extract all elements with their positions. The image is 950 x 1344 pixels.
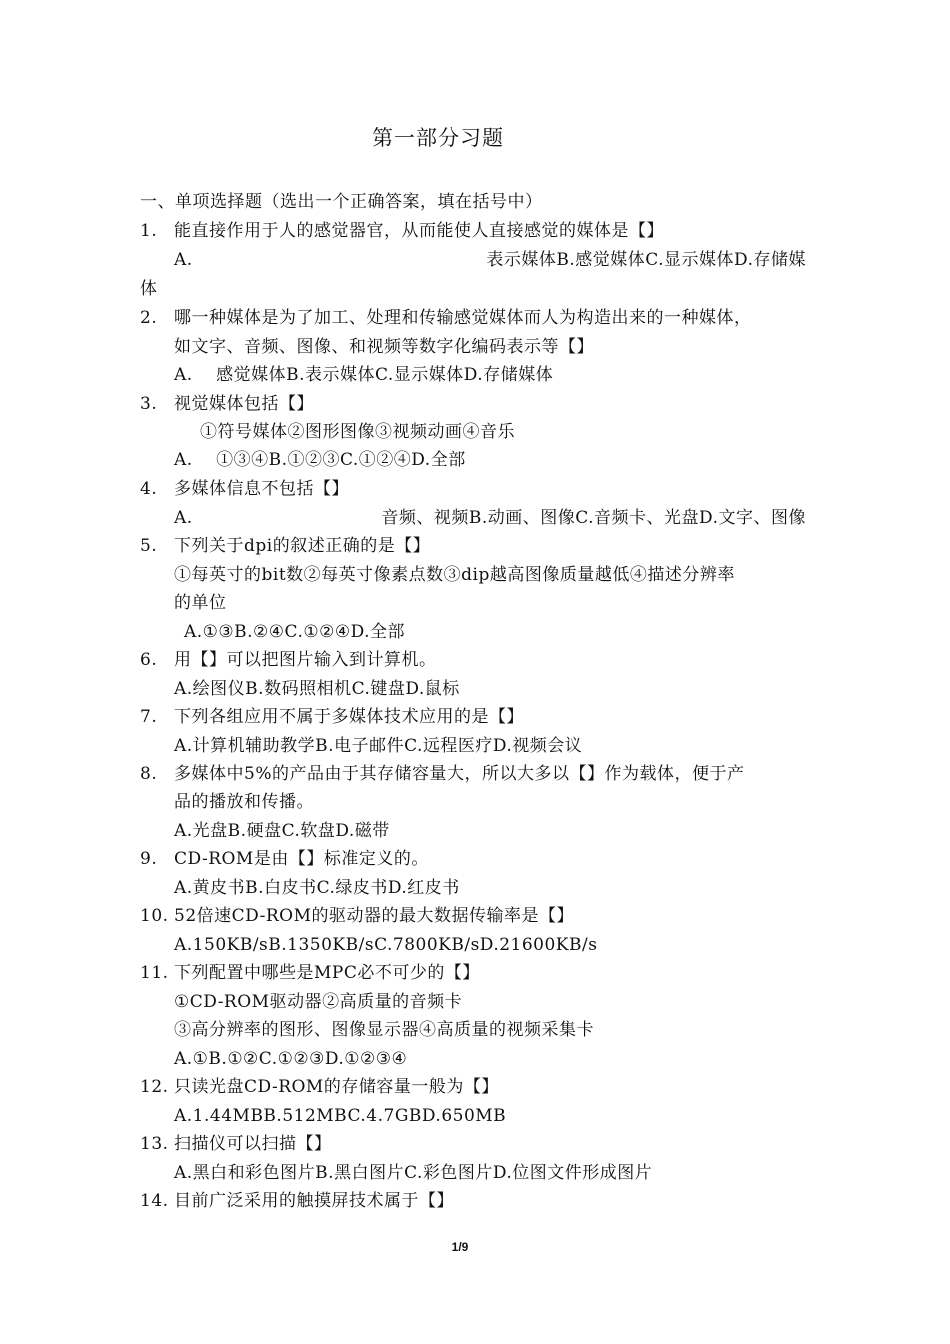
question-11-options: A.①B.①②C.①②③D.①②③④ [174, 1049, 408, 1069]
question-9 [140, 847, 429, 871]
section-heading: 一、单项选择题（选出一个正确答案，填在括号中） [140, 192, 543, 212]
question-text: 多媒体中5%的产品由于其存储容量大，所以大多以【】作为载体，便于产 [174, 764, 745, 784]
question-7 [140, 705, 524, 729]
page-number: 1/9 [451, 1240, 469, 1254]
question-number: 9. [140, 849, 158, 869]
options-text: 表示媒体B.感觉媒体C.显示媒体D.存储媒 [486, 250, 806, 270]
question-number: 10. [140, 906, 169, 926]
question-2-options: A. 感觉媒体B.表示媒体C.显示媒体D.存储媒体 [174, 365, 554, 385]
question-text: 下列各组应用不属于多媒体技术应用的是【】 [174, 707, 524, 727]
question-text: 哪一种媒体是为了加工、处理和传输感觉媒体而人为构造出来的一种媒体， [174, 308, 752, 328]
question-12 [140, 1075, 499, 1099]
question-6-options: A.绘图仪B.数码照相机C.键盘D.鼠标 [174, 679, 460, 699]
question-number: 12. [140, 1077, 169, 1097]
question-text: 目前广泛采用的触摸屏技术属于【】 [174, 1191, 454, 1211]
question-2 [140, 306, 752, 330]
options-wrap: 体 [140, 279, 158, 299]
question-11-items: ①CD-ROM驱动器②高质量的音频卡 [174, 992, 463, 1012]
question-5 [140, 534, 430, 558]
question-number: 4. [140, 479, 158, 499]
question-6 [140, 648, 437, 672]
question-11 [140, 961, 480, 985]
question-4 [140, 477, 349, 501]
question-number: 2. [140, 308, 158, 328]
question-3-items: ①符号媒体②图形图像③视频动画④音乐 [200, 422, 515, 442]
question-5-items-cont: 的单位 [174, 593, 227, 613]
question-14 [140, 1189, 454, 1213]
question-text: 只读光盘CD-ROM的存储容量一般为【】 [174, 1077, 499, 1097]
question-text-cont: 品的播放和传播。 [174, 792, 314, 812]
question-text: 扫描仪可以扫描【】 [174, 1134, 332, 1154]
question-1 [140, 219, 664, 243]
question-number: 8. [140, 764, 158, 784]
question-5-items: ①每英寸的bit数②每英寸像素点数③dip越高图像质量越低④描述分辨率 [174, 565, 735, 585]
question-9-options: A.黄皮书B.白皮书C.绿皮书D.红皮书 [174, 878, 460, 898]
option-label: A. [174, 508, 193, 528]
question-text: 52倍速CD-ROM的驱动器的最大数据传输率是【】 [174, 906, 574, 926]
question-8 [140, 762, 744, 786]
question-11-items-cont: ③高分辨率的图形、图像显示器④高质量的视频采集卡 [174, 1020, 594, 1040]
option-label: A. [174, 250, 193, 270]
question-text-cont: 如文字、音频、图像、和视频等数字化编码表示等【】 [174, 337, 594, 357]
question-3 [140, 392, 314, 416]
question-13-options: A.黑白和彩色图片B.黑白图片C.彩色图片D.位图文件形成图片 [174, 1163, 653, 1183]
question-13 [140, 1132, 332, 1156]
question-5-options: A.①③B.②④C.①②④D.全部 [184, 622, 405, 642]
question-number: 11. [140, 963, 169, 983]
page-title: 第一部分习题 [372, 126, 504, 150]
options-text: 音频、视频B.动画、图像C.音频卡、光盘D.文字、图像 [381, 508, 806, 528]
question-10 [140, 904, 574, 928]
question-text: 下列配置中哪些是MPC必不可少的【】 [174, 963, 480, 983]
question-number: 6. [140, 650, 158, 670]
question-7-options: A.计算机辅助教学B.电子邮件C.远程医疗D.视频会议 [174, 736, 583, 756]
question-10-options: A.150KB/sB.1350KB/sC.7800KB/sD.21600KB/s [174, 935, 598, 955]
question-12-options: A.1.44MBB.512MBC.4.7GBD.650MB [174, 1106, 507, 1126]
question-number: 1. [140, 221, 158, 241]
question-text: 能直接作用于人的感觉器官，从而能使人直接感觉的媒体是【】 [174, 221, 664, 241]
question-number: 3. [140, 394, 158, 414]
question-number: 5. [140, 536, 158, 556]
question-text: 视觉媒体包括【】 [174, 394, 314, 414]
question-3-options: A. ①③④B.①②③C.①②④D.全部 [174, 450, 466, 470]
question-text: 用【】可以把图片输入到计算机。 [174, 650, 437, 670]
question-8-options: A.光盘B.硬盘C.软盘D.磁带 [174, 821, 390, 841]
question-text: 下列关于dpi的叙述正确的是【】 [174, 536, 431, 556]
question-text: 多媒体信息不包括【】 [174, 479, 349, 499]
question-number: 13. [140, 1134, 169, 1154]
question-number: 14. [140, 1191, 169, 1211]
question-number: 7. [140, 707, 158, 727]
question-text: CD-ROM是由【】标准定义的。 [174, 849, 429, 869]
